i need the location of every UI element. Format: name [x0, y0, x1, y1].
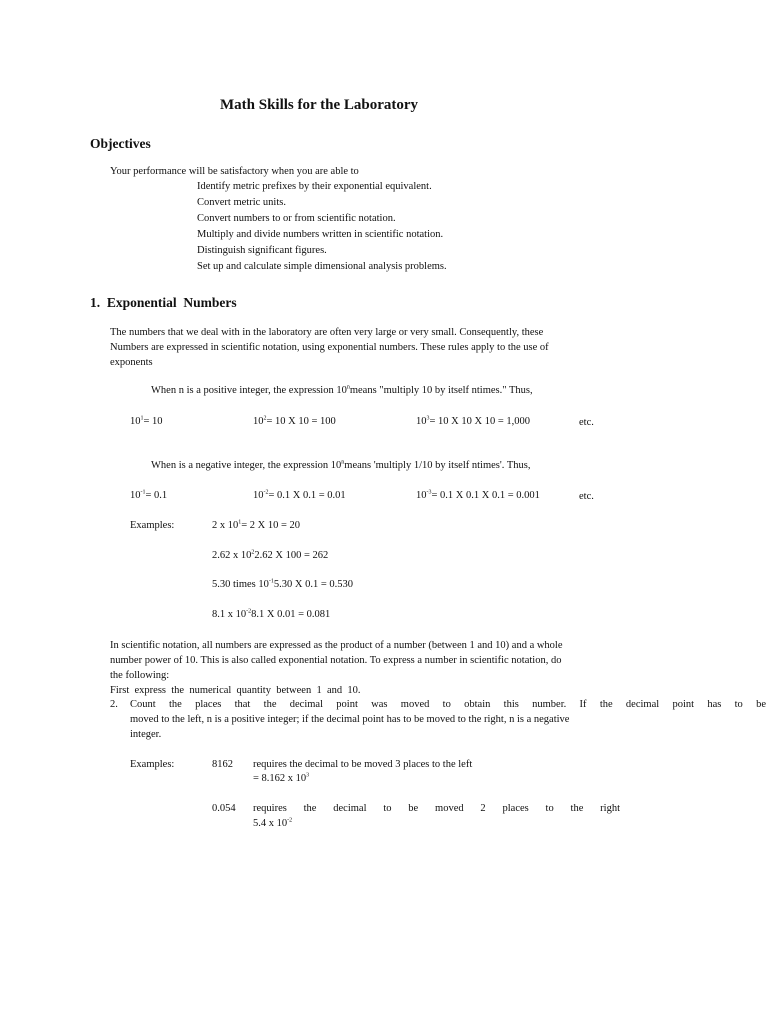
example-item: 5.30 times $10^{-1}5.30$ X 0.1 = 0.530	[212, 578, 354, 590]
example-result: = 8.162 x $10^3$	[253, 772, 310, 784]
example-result: 5.4 x $10^{-2}$	[253, 817, 293, 829]
examples-label: Examples:	[130, 520, 175, 531]
etc-label: etc.	[579, 491, 594, 502]
negative-example: $10^{-1}= 0.1$	[130, 489, 168, 501]
intro-line: exponents	[110, 357, 153, 368]
example-description: requires the decimal to be moved 2 places to the right	[253, 803, 620, 814]
example-number: 8162	[212, 759, 233, 770]
positive-example: $10^1= 10$	[130, 415, 163, 427]
etc-label: etc.	[579, 417, 594, 428]
positive-example: $10^3= 10$ X 10 X 10 = 1,000	[416, 415, 531, 427]
intro-line: The numbers that we deal with in the laboratory are often very large or very small. Consequently, these	[110, 327, 544, 338]
negative-example: $10^{-2}= 0.1$ X 0.1 = 0.01	[253, 489, 346, 501]
objectives-heading: Objectives	[90, 136, 151, 151]
objective-item: Distinguish significant figures.	[197, 245, 327, 256]
negative-rule: When is a negative integer, the expression 10$^n$means 'multiply 1/10 by itself ntimes'. Thus,	[151, 459, 531, 471]
objective-item: Identify metric prefixes by their exponential equivalent.	[197, 181, 432, 192]
objective-item: Multiply and divide numbers written in scientific notation.	[197, 229, 444, 240]
example-number: 0.054	[212, 803, 236, 814]
examples-label: Examples:	[130, 759, 175, 770]
objective-item: Convert metric units.	[197, 197, 286, 208]
intro-line: Numbers are expressed in scientific notation, using exponential numbers. These rules apply to the use of	[110, 342, 549, 353]
step-2-line: Count the places that the decimal point was moved to obtain this number. If the decimal point has to be	[130, 699, 766, 710]
page-title: Math Skills for the Laboratory	[220, 97, 419, 113]
objective-item: Convert numbers to or from scientific notation.	[197, 213, 396, 224]
step-2-number: 2.	[110, 699, 118, 710]
step-1: First express the numerical quantity between 1 and 10.	[110, 685, 361, 696]
example-item: 2.62 x $10^22.62$ X 100 = 262	[212, 549, 329, 561]
sci-notation-line: number power of 10. This is also called exponential notation. To express a number in scientific notation, do	[110, 655, 562, 666]
objective-item: Set up and calculate simple dimensional analysis problems.	[197, 261, 447, 272]
positive-example: $10^2= 10$ X 10 = 100	[253, 415, 336, 427]
example-item: 2 x $10^1= 2$ X 10 = 20	[212, 519, 301, 531]
section-heading: 1. Exponential Numbers	[90, 295, 237, 310]
sci-notation-line: In scientific notation, all numbers are expressed as the product of a number (between 1 and 10) and a whole	[110, 640, 563, 651]
objectives-intro: Your performance will be satisfactory when you are able to	[110, 166, 359, 177]
example-item: 8.1 x $10^{-2}8.1$ X 0.01 = 0.081	[212, 608, 331, 620]
positive-rule: When n is a positive integer, the expression 10$^n$means "multiply 10 by itself ntimes." Thus,	[151, 384, 533, 396]
example-description: requires the decimal to be moved 3 places to the left	[253, 759, 473, 770]
step-2-line: integer.	[130, 729, 162, 740]
sci-notation-line: the following:	[110, 670, 170, 681]
negative-example: $10^{-3}= 0.1$ X 0.1 X 0.1 = 0.001	[416, 489, 540, 501]
step-2-line: moved to the left, n is a positive integer; if the decimal point has to be moved to the right, n is a negative	[130, 714, 570, 725]
